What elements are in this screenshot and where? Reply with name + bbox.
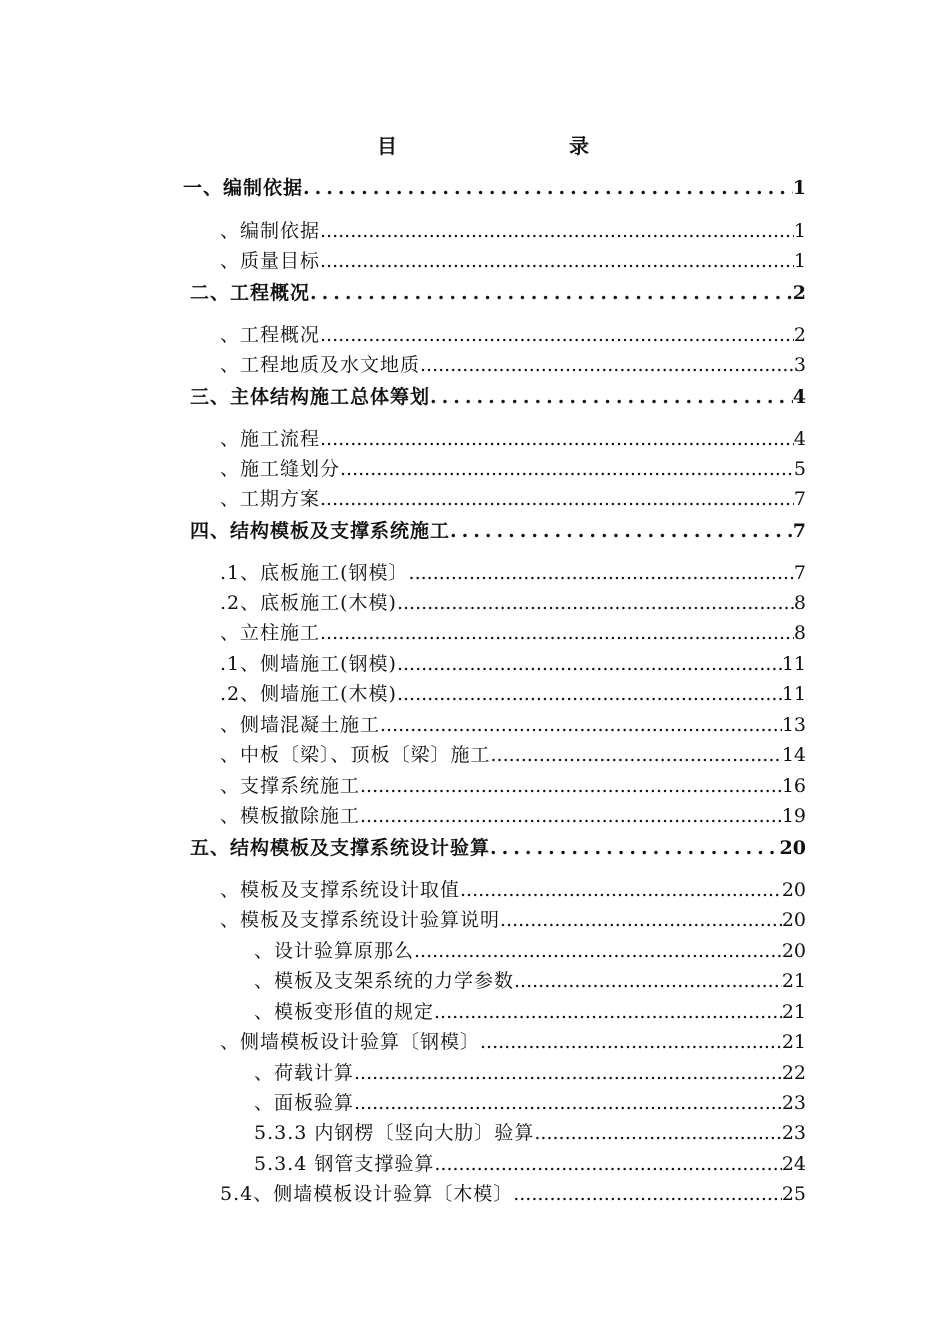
toc-dot-leader <box>397 651 782 677</box>
toc-entry[interactable] <box>220 456 806 482</box>
toc-page-number: 7 <box>793 488 806 510</box>
toc-dot-leader <box>514 968 782 994</box>
toc-entry[interactable] <box>220 352 806 378</box>
toc-entry[interactable] <box>254 999 806 1025</box>
toc-entry-label: 四、结构模板及支撑系统施工 <box>190 520 451 542</box>
toc-page-number: 7 <box>793 562 806 584</box>
toc-dot-leader <box>320 322 794 348</box>
toc-page-number: 16 <box>781 775 806 797</box>
toc-dot-leader <box>500 907 782 933</box>
toc-entry-label: 、施工流程 <box>220 428 321 450</box>
toc-page-number: 20 <box>781 909 806 931</box>
toc-dot-leader <box>310 280 793 306</box>
toc-dot-leader <box>397 681 782 707</box>
toc-entry-label: 、模板变形值的规定 <box>254 1001 435 1023</box>
toc-entry-label: 5.4、侧墙模板设计验算〔木模〕 <box>220 1183 514 1205</box>
toc-entry[interactable] <box>220 620 806 646</box>
toc-entry[interactable] <box>220 712 806 738</box>
toc-dot-leader <box>430 384 793 410</box>
toc-entry-label: 、中板〔梁〕、顶板〔梁〕施工 <box>220 744 491 766</box>
toc-entry-label: 、设计验算原那么 <box>254 940 415 962</box>
toc-page-number: 13 <box>781 714 806 736</box>
toc-entry-label: .1、底板施工(钢模〕 <box>220 562 409 584</box>
toc-page-number: 3 <box>793 354 806 376</box>
toc-dot-leader <box>414 938 782 964</box>
toc-page-number: 21 <box>781 970 806 992</box>
toc-entry[interactable] <box>254 1060 806 1086</box>
toc-page-number: 22 <box>781 1062 806 1084</box>
toc-entry[interactable] <box>220 248 806 274</box>
toc-page-number: 19 <box>781 805 806 827</box>
toc-entry-label: 5.3.4 钢管支撑验算 <box>254 1153 435 1175</box>
toc-entry[interactable] <box>220 560 806 586</box>
toc-dot-leader <box>534 1120 781 1146</box>
toc-entry-label: 、工期方案 <box>220 488 321 510</box>
toc-page-number: 24 <box>781 1153 806 1175</box>
toc-entry-label: 、荷载计算 <box>254 1062 355 1084</box>
toc-page-number: 2 <box>793 324 806 346</box>
toc-title: 目 录 <box>377 134 633 158</box>
toc-page-number: 21 <box>781 1031 806 1053</box>
toc-dot-leader <box>340 456 794 482</box>
toc-entry[interactable] <box>220 651 806 677</box>
toc-page-number: 7 <box>792 520 806 542</box>
toc-page-number: 14 <box>781 744 806 766</box>
toc-dot-leader <box>380 712 782 738</box>
toc-entry[interactable] <box>254 1151 806 1177</box>
toc-dot-leader <box>360 803 782 829</box>
toc-dot-leader <box>360 773 782 799</box>
toc-entry[interactable] <box>220 681 806 707</box>
toc-entry-label: 、侧墙混凝土施工 <box>220 714 381 736</box>
toc-page-number: 23 <box>781 1122 806 1144</box>
toc-entry[interactable] <box>183 175 806 201</box>
toc-entry-label: 五、结构模板及支撑系统设计验算 <box>190 837 491 859</box>
toc-entry-label: .1、侧墙施工(钢模) <box>220 653 397 675</box>
toc-entry-label: 、质量目标 <box>220 250 321 272</box>
toc-page-number: 11 <box>781 653 806 675</box>
toc-dot-leader <box>434 1151 781 1177</box>
toc-entry-label: 、模板及支撑系统设计验算说明 <box>220 909 501 931</box>
toc-page-number: 20 <box>779 837 806 859</box>
toc-dot-leader <box>354 1090 782 1116</box>
toc-entry[interactable] <box>254 968 806 994</box>
toc-entry-label: 、侧墙模板设计验算〔钢模〕 <box>220 1031 481 1053</box>
toc-dot-leader <box>303 175 793 201</box>
toc-page-number: 2 <box>792 282 806 304</box>
toc-page-number: 20 <box>781 940 806 962</box>
toc-entry[interactable] <box>190 835 806 861</box>
toc-dot-leader <box>320 620 794 646</box>
toc-dot-leader <box>434 999 782 1025</box>
toc-dot-leader <box>354 1060 782 1086</box>
toc-entry-label: 、面板验算 <box>254 1092 355 1114</box>
toc-entry[interactable] <box>220 803 806 829</box>
toc-entry-label: 、模板撤除施工 <box>220 805 361 827</box>
toc-entry[interactable] <box>220 322 806 348</box>
toc-entry[interactable] <box>190 384 806 410</box>
toc-dot-leader <box>320 248 794 274</box>
toc-page-number: 20 <box>781 879 806 901</box>
toc-dot-leader <box>513 1181 782 1207</box>
toc-entry-label: 、工程概况 <box>220 324 321 346</box>
toc-page-number: 8 <box>793 622 806 644</box>
toc-entry[interactable] <box>220 907 806 933</box>
toc-entry[interactable] <box>220 1181 806 1207</box>
toc-dot-leader <box>450 518 793 544</box>
toc-entry-label: 、施工缝划分 <box>220 458 341 480</box>
toc-page-number: 5 <box>793 458 806 480</box>
toc-entry-label: 、编制依据 <box>220 220 321 242</box>
toc-entry[interactable] <box>220 426 806 452</box>
toc-dot-leader <box>409 560 794 586</box>
toc-entry-label: 、模板及支架系统的力学参数 <box>254 970 515 992</box>
toc-entry[interactable] <box>220 1029 806 1055</box>
toc-dot-leader <box>460 877 782 903</box>
toc-dot-leader <box>490 835 780 861</box>
toc-page-number: 11 <box>781 683 806 705</box>
toc-entry[interactable] <box>254 1090 806 1116</box>
toc-page-number: 8 <box>793 592 806 614</box>
toc-entry-label: .2、底板施工(木模) <box>220 592 397 614</box>
toc-entry-label: 一、编制依据 <box>183 177 304 199</box>
toc-entry[interactable] <box>220 877 806 903</box>
toc-dot-leader <box>320 486 794 512</box>
toc-entry-label: .2、侧墙施工(木模) <box>220 683 397 705</box>
toc-entry-label: 、模板及支撑系统设计取值 <box>220 879 461 901</box>
toc-entry-label: 5.3.3 内钢楞〔竖向大肋〕验算 <box>254 1122 535 1144</box>
toc-dot-leader <box>491 742 782 768</box>
toc-page-number: 21 <box>781 1001 806 1023</box>
toc-entry[interactable] <box>254 938 806 964</box>
toc-entry[interactable] <box>220 486 806 512</box>
toc-entry[interactable] <box>220 218 806 244</box>
toc-dot-leader <box>320 218 794 244</box>
toc-page-number: 1 <box>793 250 806 272</box>
toc-page-number: 23 <box>781 1092 806 1114</box>
toc-entry-label: 二、工程概况 <box>190 282 311 304</box>
toc-entry[interactable] <box>220 773 806 799</box>
toc-dot-leader <box>320 426 794 452</box>
toc-page-number: 1 <box>793 220 806 242</box>
toc-page-number: 1 <box>792 177 806 199</box>
toc-entry-label: 、支撑系统施工 <box>220 775 361 797</box>
toc-entry[interactable] <box>220 590 806 616</box>
toc-entry-label: 、立柱施工 <box>220 622 321 644</box>
toc-dot-leader <box>420 352 794 378</box>
toc-entry[interactable] <box>220 742 806 768</box>
toc-page-number: 25 <box>781 1183 806 1205</box>
toc-page-number: 4 <box>792 386 806 408</box>
toc-entry[interactable] <box>190 518 806 544</box>
toc-entry[interactable] <box>254 1120 806 1146</box>
toc-entry-label: 三、主体结构施工总体筹划 <box>190 386 431 408</box>
toc-page-number: 4 <box>793 428 806 450</box>
toc-dot-leader <box>480 1029 782 1055</box>
toc-entry-label: 、工程地质及水文地质 <box>220 354 421 376</box>
toc-dot-leader <box>397 590 794 616</box>
toc-entry[interactable] <box>190 280 806 306</box>
